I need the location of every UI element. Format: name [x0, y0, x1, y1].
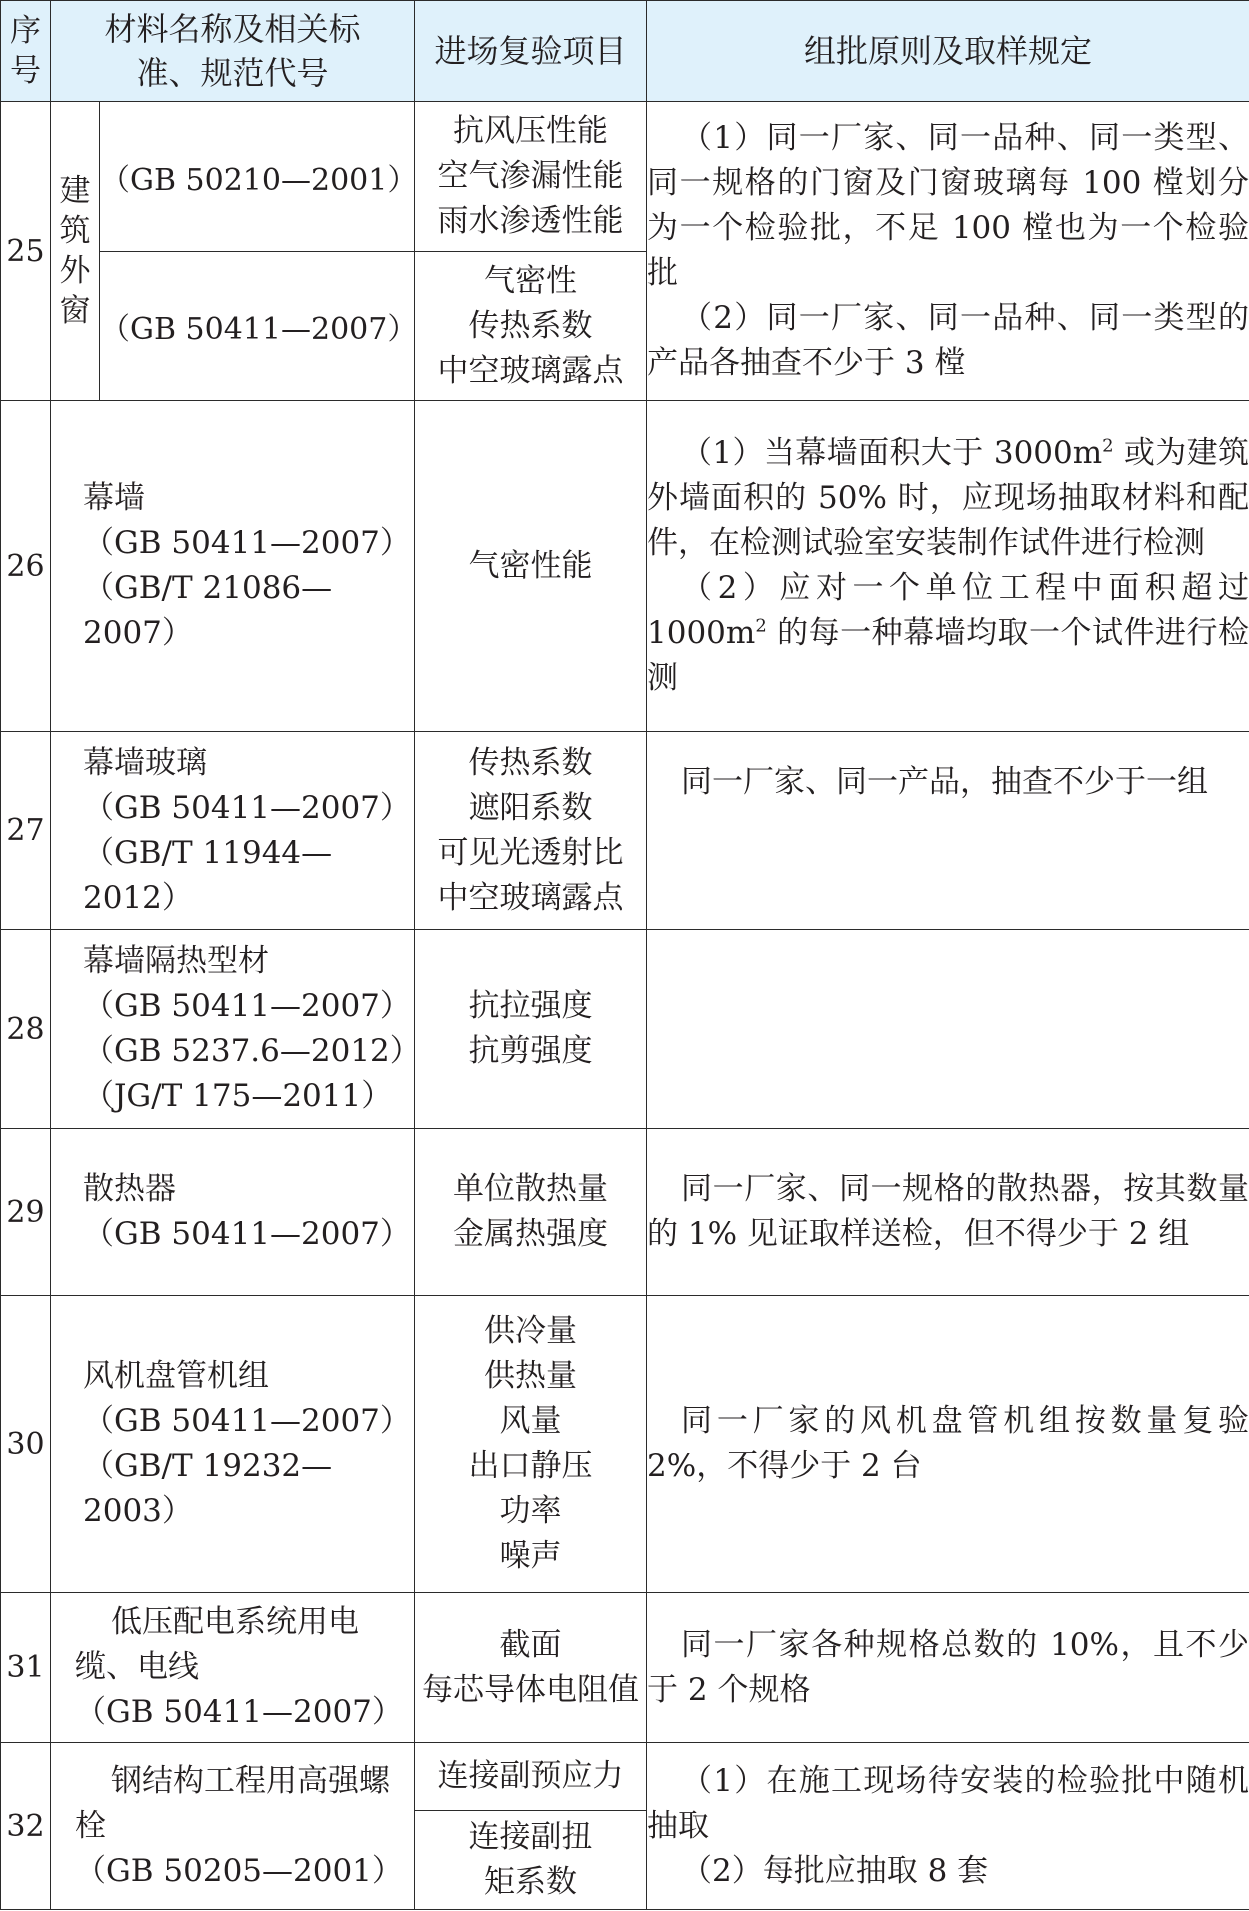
- rule-paragraph: 同一厂家的风机盘管机组按数量复验 2%，不得少于 2 台: [647, 1403, 1249, 1484]
- table-row: [1, 1296, 1249, 1593]
- category-cell: [51, 102, 100, 401]
- rule-cell: [647, 1296, 1249, 1593]
- test-item: 传热系数: [468, 307, 593, 344]
- row-number: 28: [1, 930, 51, 1129]
- test-item: 风量: [499, 1403, 562, 1439]
- table-row: [1, 401, 1249, 732]
- test-items: [415, 930, 647, 1129]
- header-material: [51, 1, 415, 102]
- material-code: （GB 50411—2007）: [75, 1694, 403, 1730]
- material-code: （GB 50411—2007）: [83, 1403, 411, 1439]
- test-items: [415, 1296, 647, 1593]
- row-number: 32: [1, 1743, 51, 1910]
- test-items: [415, 401, 647, 732]
- material-cell: [51, 1743, 415, 1910]
- rule-cell-empty: [647, 930, 1249, 1129]
- header-material-text: 材料名称及相关标准、规范代号: [104, 10, 361, 92]
- table-row: [1, 1743, 1249, 1811]
- material-cell: [51, 1129, 415, 1296]
- table-header-row: [1, 1, 1249, 102]
- material-code: （GB 5237.6—2012）: [83, 1033, 421, 1069]
- test-items: [415, 102, 647, 252]
- material-code: （GB 50411—2007）: [83, 988, 411, 1024]
- test-item: 功率: [499, 1493, 562, 1529]
- table-row: [1, 732, 1249, 930]
- table-row: [1, 102, 1249, 252]
- rule-paragraph: （1）同一厂家、同一品种、同一类型、同一规格的门窗及门窗玻璃每 100 樘划分为一个检验批，不足 100 樘也为一个检验批: [647, 120, 1249, 291]
- rule-cell: [647, 102, 1249, 401]
- material-cell: [51, 930, 421, 1129]
- header-no: [1, 1, 51, 102]
- test-item: 连接副扭: [468, 1819, 593, 1855]
- test-item: 矩系数: [484, 1864, 578, 1900]
- test-item: 空气渗漏性能: [437, 158, 624, 194]
- rule-cell: [647, 1743, 1249, 1910]
- test-item: 噪声: [499, 1538, 562, 1574]
- test-item: 单位散热量: [453, 1171, 609, 1207]
- rule-cell: [647, 1129, 1249, 1296]
- test-item: 气密性能: [468, 547, 593, 584]
- standard-code: （GB 50210—2001）: [100, 102, 415, 252]
- material-name: 幕墙隔热型材: [83, 943, 269, 979]
- test-item: 供热量: [484, 1358, 578, 1394]
- test-items: [415, 1811, 647, 1910]
- row-number: 29: [1, 1129, 51, 1296]
- material-name: 低压配电系统用电缆、电线: [75, 1604, 359, 1685]
- test-item: 遮阳系数: [468, 789, 593, 826]
- test-item: 抗剪强度: [468, 1033, 593, 1069]
- test-item: 金属热强度: [453, 1216, 609, 1252]
- test-item: 气密性: [484, 262, 578, 299]
- rule-paragraph: （2）同一厂家、同一品种、同一类型的产品各抽查不少于 3 樘: [647, 300, 1249, 381]
- rule-text: （1）当幕墙面积大于 3000m: [681, 435, 1103, 471]
- material-name: 幕墙玻璃: [83, 744, 207, 781]
- rule-paragraph: （2）每批应抽取 8 套: [681, 1852, 989, 1889]
- material-name: 幕墙: [83, 480, 145, 516]
- material-code: （GB/T 21086—2007）: [83, 570, 333, 651]
- test-items: [415, 1743, 647, 1811]
- rule-cell: [647, 401, 1249, 732]
- material-code: （GB 50205—2001）: [75, 1852, 403, 1889]
- material-cell: [51, 1593, 415, 1743]
- material-code: （GB/T 11944—2012）: [83, 834, 333, 916]
- rule-text: 或为建筑外墙面积的 50% 时，应现场抽取材料和配件，在检测试验室安装制作试件进行检测: [647, 435, 1249, 561]
- test-items: [415, 1129, 647, 1296]
- table-row: [1, 930, 1249, 1129]
- material-name: 风机盘管机组: [83, 1358, 269, 1394]
- test-item: 截面: [499, 1626, 562, 1663]
- header-rules: [647, 1, 1249, 102]
- rule-paragraph: 同一厂家、同一规格的散热器，按其数量的 1% 见证取样送检，但不得少于 2 组: [647, 1171, 1249, 1252]
- rule-paragraph: 同一厂家各种规格总数的 10%，且不少于 2 个规格: [647, 1626, 1249, 1708]
- test-items: [415, 732, 647, 930]
- rule-text: 的每一种幕墙均取一个试件进行检测: [647, 615, 1249, 696]
- test-item: 抗风压性能: [453, 113, 609, 149]
- material-code: （GB 50411—2007）: [83, 525, 411, 561]
- test-item: 出口静压: [468, 1448, 593, 1484]
- standard-code: （GB 50411—2007）: [100, 252, 415, 401]
- test-item: 可见光透射比: [437, 834, 624, 871]
- material-code: （GB 50411—2007）: [83, 1216, 411, 1252]
- rule-text: （2）应对一个单位工程中面积超过 1000m: [647, 570, 1249, 651]
- header-no-text: 序号: [10, 13, 41, 89]
- material-code: （GB/T 19232—2003）: [83, 1448, 333, 1529]
- test-item: 供冷量: [484, 1313, 578, 1349]
- rule-paragraph: （1）在施工现场待安装的检验批中随机抽取: [647, 1762, 1249, 1844]
- test-item: 抗拉强度: [468, 988, 593, 1024]
- test-items: [415, 252, 647, 401]
- table-row: [1, 1593, 1249, 1743]
- rule-paragraph: [647, 431, 1249, 566]
- superscript: 2: [755, 615, 767, 637]
- test-item: 传热系数: [468, 744, 593, 781]
- test-item: 每芯导体电阻值: [422, 1671, 640, 1708]
- table-row: [1, 1129, 1249, 1296]
- test-items: [415, 1593, 647, 1743]
- rule-cell: [647, 1593, 1249, 1743]
- material-cell: [51, 732, 415, 930]
- row-number: 25: [1, 102, 51, 401]
- test-item: 中空玻璃露点: [437, 352, 624, 389]
- header-tests: [415, 1, 647, 102]
- material-code: （JG/T 175—2011）: [83, 1078, 393, 1114]
- header-rules-text: 组批原则及取样规定: [804, 32, 1093, 70]
- test-item: 雨水渗透性能: [437, 203, 624, 239]
- row-number: 27: [1, 732, 51, 930]
- material-cell: [51, 1296, 415, 1593]
- category-text: 建筑外窗: [59, 173, 91, 329]
- row-number: 30: [1, 1296, 51, 1593]
- header-tests-text: 进场复验项目: [434, 32, 627, 70]
- test-item: 中空玻璃露点: [437, 879, 624, 916]
- row-number: 31: [1, 1593, 51, 1743]
- test-item: 连接副预应力: [437, 1758, 624, 1794]
- rule-cell: [647, 732, 1249, 930]
- material-name: 散热器: [83, 1171, 176, 1207]
- rule-paragraph: 同一厂家、同一产品，抽查不少于一组: [681, 764, 1209, 800]
- rule-paragraph: [647, 566, 1249, 701]
- material-name: 钢结构工程用高强螺栓: [75, 1762, 390, 1844]
- material-code: （GB 50411—2007）: [83, 789, 411, 826]
- row-number: 26: [1, 401, 51, 732]
- material-cell: [51, 401, 415, 732]
- superscript: 2: [1102, 435, 1114, 457]
